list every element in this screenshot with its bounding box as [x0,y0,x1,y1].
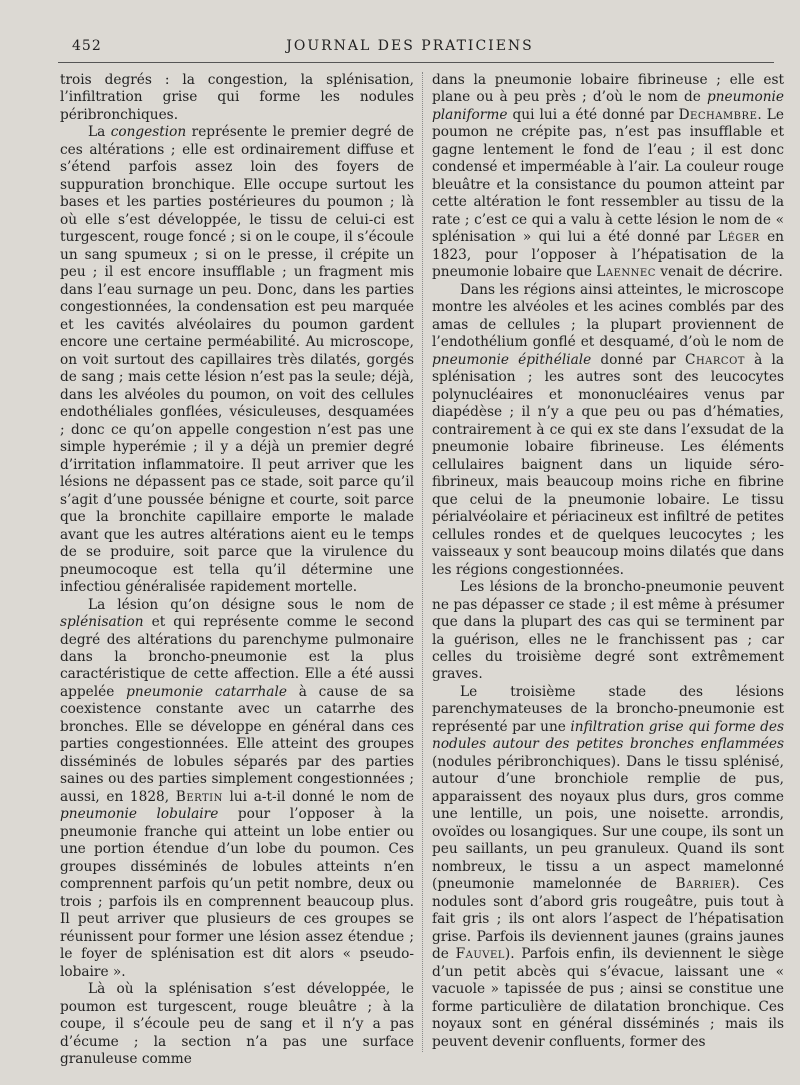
italic-term: splénisation [60,614,144,631]
italic-term: infiltration grise qui forme des nodules autour des petites bronches enflammées [432,718,784,753]
text-run: La lésion qu’on désigne sous le nom de [88,596,414,613]
left-paragraph-3 [60,597,414,982]
text-run: et qui représente comme le second degré des altérations du parenchyme pulmonaire dans la broncho-pneumonie est la plus caractéristique de cette affection. Elle a été aussi appelée [60,614,414,700]
text-run: lui a-t-il donné le nom de [222,788,415,805]
author-name: Dechambre [678,106,758,123]
left-paragraph-4: Là où la splénisation s’est développée, le poumon est turgescent, rouge bleuâtre ; à la coupe, il s’écoule peu de sang et il n’y a pas d’écume ; la section n’a pas une surface granuleuse comme [60,981,414,1068]
author-name: Barrier [675,876,731,893]
page-header [60,38,760,58]
text-run: en 1823, pour l’opposer à l’hépatisation de la pneumonie lobaire que [432,229,784,281]
page-number: 452 [72,38,102,54]
right-paragraph-3: Les lésions de la broncho-pneumonie peuvent ne pas dépasser ce stade ; il est même à présumer que dans la plupart des cas qui se terminent par la guérison, elles ne le franchissent pas ; car celles du troisième degré sont extrêmement graves. [432,579,784,683]
right-paragraph-4 [432,684,784,1051]
author-name: Fauvel [455,946,505,963]
text-run: donné par [591,351,685,368]
text-run: à la splénisation ; les autres sont des leucocytes polynucléaires et mononucléaires venus par diapédèse ; il n’y a que peu ou pas d’hématies, contrairement à ce qui ex ste dans l’exsudat de la pneumonie lobaire fibrineuse. Les éléments cellulaires baignent dans un liquide séro-fibrineux, mais beaucoup moins riche en fibrine que celui de la pneumonie lobaire. Le tissu périalvéolaire et périacineux est infiltré de petites cellules rondes et de quelques leucocytes ; les vaisseaux y sont beaucoup moins dilatés que dans les régions congestionnées. [432,351,784,578]
text-run: ). Ces nodules sont d’abord gris rougeâtre, puis tout à fait gris ; ils ont alors l’aspect de l’hépatisation grise. Parfois ils deviennent jaunes (grains jaunes de [432,876,784,963]
text-run: représente le premier degré de ces altérations ; elle est ordinairement diffuse et s’étend parfois assez loin des foyers de suppuration bronchique. Elle occupe surtout les bases et les parties postérieures du poumon ; là où elle s’est développée, le tissu de celui-ci est turgescent, rouge foncé ; si on le coupe, il s’écoule un sang spumeux ; si on le presse, il crépite un peu ; il est encore insufflable ; un fragment mis dans l’eau surnage un peu. Donc, dans les parties congestionnées, la condensation est peu marquée et les cavités alvéolaires du poumon gardent encore une certaine perméabilité. Au microscope, on voit surtout des capillaires très dilatés, gorgés de sang ; mais cette lésion n’est pas la seule; déjà, dans les alvéoles du poumon, on voit des cellules endothéliales gonflées, vésiculeuses, desquamées ; donc ce qu’on appelle congestion n’est pas une simple hyperémie ; il y a déjà un premier degré d’irritation inflammatoire. Il peut arriver que les lésions ne dépassent pas ce stade, soit parce qu’il s’agit d’une poussée bénigne et courte, soit parce que la bronchite capillaire emporte le malade avant que les autres altérations aient eu le temps de se produire, soit parce que la virulence du pneumocoque est tella qu’il détermine une infectiou généralisée rapidement mortelle. [60,124,414,596]
text-run: La [88,124,111,141]
left-column [60,72,414,1069]
italic-term: pneumonie épithéliale [432,351,592,368]
text-run: (nodules péribronchiques). Dans le tissu splénisé, autour d’une bronchiole remplie de pus, apparaissent des noyaux plus durs, gros comme une lentille, un pois, une noisette. arrondis, ovoïdes ou losangiques. Sur une coupe, ils sont un peu saillants, un peu granuleux. Quand ils sont nombreux, le tissu a un aspect mamelonné (pneumonie mamelonnée de [432,753,784,893]
text-run: . Le poumon ne crépite pas, n’est pas insufflable et gagne lentement le fond de l’eau ; il est donc condensé et imperméable à l’air. La couleur rouge bleuâtre et la consistance du poumon atteint par cette altération le font ressembler au tissu de la rate ; c’est ce qui a valu à cette lésion le nom de « splénisation » qui lui a été donné par [432,106,784,246]
column-divider [422,72,423,1052]
right-paragraph-2 [432,282,784,579]
text-run: venait de décrire. [655,264,783,281]
left-paragraph-2 [60,124,414,596]
text-run: à cause de sa coexistence constante avec un catarrhe des bronches. Elle se développe en général dans ces parties congestionnées. Elle atteint des groupes disséminés de lobules séparés par des parties saines ou des parties simplement congestionnées ; aussi, en 1828, [60,683,414,805]
text-run: dans la pneumonie lobaire fibrineuse ; elle est plane ou à peu près ; d’où le nom de [432,72,784,106]
header-rule [58,62,774,63]
author-name: Laennec [596,264,656,281]
author-name: Charcot [684,351,745,368]
running-title: JOURNAL DES PRATICIENS [286,38,534,54]
left-paragraph-1: trois degrés : la congestion, la splénisation, l’infiltration grise qui forme les nodules péribronchiques. [60,72,414,123]
italic-term: congestion [110,124,187,141]
right-paragraph-1 [432,72,784,282]
author-name: Léger [718,229,760,246]
author-name: Bertin [175,788,223,805]
right-column [432,72,784,1051]
text-run: ). Parfois enfin, ils deviennent le siège d’un petit abcès qui s’évacue, laissant une « vacuole » tapissée de pus ; ainsi se constitue une forme particulière de dilatation bronchique. Ces noyaux sont en général disséminés ; mais ils peuvent devenir confluents, former des [432,946,784,1050]
text-run: qui lui a été donné par [507,106,679,123]
text-run: pour l’opposer à la pneumonie franche qui atteint un lobe entier ou une portion étendue d’un lobe du poumon. Ces groupes disséminés de lobules atteints n’en comprennent parfois qu’un petit nombre, deux ou trois ; parfois ils en comprennent beaucoup plus. Il peut arriver que plusieurs de ces groupes se réunissent pour former une lésion assez étendue ; le foyer de splénisation est dit alors « pseudo-lobaire ». [60,806,414,980]
italic-term: pneumonie catarrhale [126,683,287,700]
italic-term: pneumonie planiforme [432,89,784,123]
text-run: Le troisième stade des lésions parenchymateuses de la broncho-pneumonie est représenté par une [432,683,784,735]
text-run: Dans les régions ainsi atteintes, le microscope montre les alvéoles et les acines comblés par des amas de cellules ; la plupart proviennent de l’endothélium gonflé et desquamé, d’où le nom de [432,281,784,351]
italic-term: pneumonie lobulaire [60,806,219,823]
